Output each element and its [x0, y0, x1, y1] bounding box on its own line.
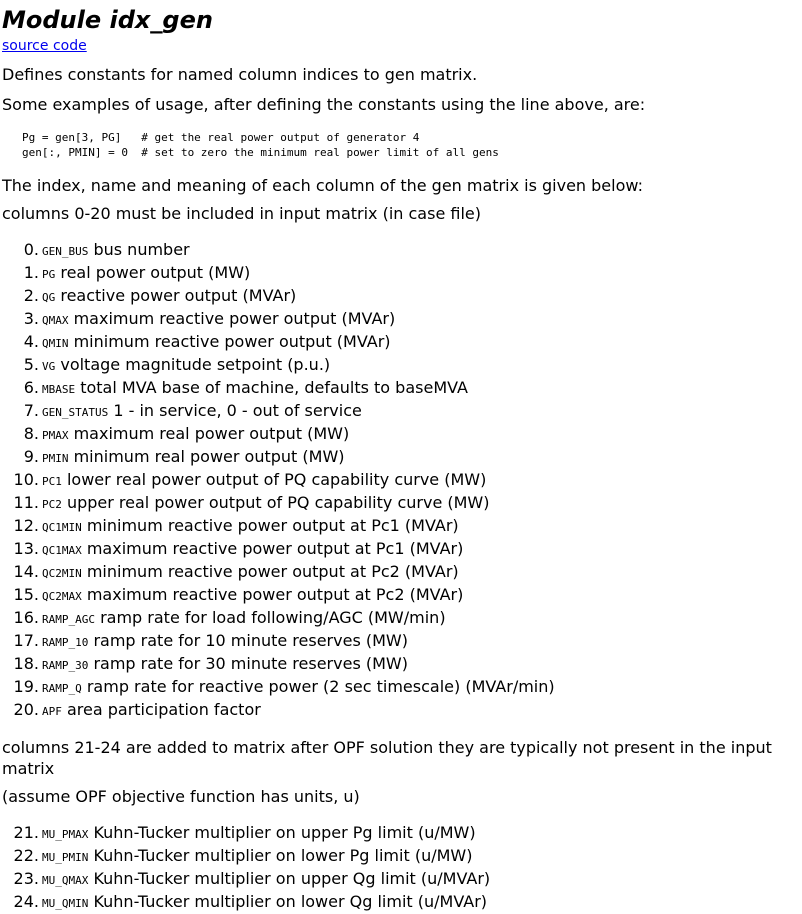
column-description: upper real power output of PQ capability curve (MW) — [66, 493, 490, 512]
column-description: ramp rate for 30 minute reserves (MW) — [93, 654, 408, 673]
column-index: 2. — [23, 286, 39, 305]
code-example: Pg = gen[3, PG] # get the real power output of generator 4 gen[:, PMIN] = 0 # set to zero the minimum real power limit of all gens — [22, 131, 499, 159]
column-index: 16. — [13, 608, 39, 627]
column-constant-name: RAMP_10 — [42, 636, 89, 649]
column-index: 8. — [23, 424, 39, 443]
column-item — [13, 699, 802, 722]
column-item — [23, 446, 802, 469]
column-index: 5. — [23, 355, 39, 374]
column-description: total MVA base of machine, defaults to baseMVA — [80, 378, 468, 397]
column-item — [13, 891, 802, 914]
column-index: 17. — [13, 631, 39, 650]
column-description: 1 - in service, 0 - out of service — [113, 401, 362, 420]
column-item — [13, 561, 802, 584]
column-description: voltage magnitude setpoint (p.u.) — [60, 355, 331, 374]
column-item — [13, 868, 802, 891]
column-constant-name: QMIN — [42, 337, 69, 350]
opf-columns-note: columns 21-24 are added to matrix after OPF solution they are typically not present in the input matrix — [2, 738, 772, 778]
column-constant-name: PC2 — [42, 498, 62, 511]
column-constant-name: PMIN — [42, 452, 69, 465]
column-description: area participation factor — [66, 700, 261, 719]
column-index: 13. — [13, 539, 39, 558]
column-item — [13, 492, 802, 515]
column-description: Kuhn-Tucker multiplier on upper Pg limit (u/MW) — [93, 823, 476, 842]
column-index: 12. — [13, 516, 39, 535]
required-columns-note: columns 0-20 must be included in input matrix (in case file) — [2, 204, 481, 223]
column-item — [23, 423, 802, 446]
column-item — [23, 377, 802, 400]
column-index: 11. — [13, 493, 39, 512]
column-constant-name: PG — [42, 268, 56, 281]
column-index: 20. — [13, 700, 39, 719]
column-description: reactive power output (MVAr) — [60, 286, 297, 305]
source-code-link[interactable]: source code — [2, 38, 87, 54]
column-item — [23, 331, 802, 354]
column-index: 1. — [23, 263, 39, 282]
index-intro: The index, name and meaning of each column of the gen matrix is given below: — [2, 176, 643, 195]
column-description: Kuhn-Tucker multiplier on upper Qg limit (u/MVAr) — [93, 869, 491, 888]
column-description: maximum real power output (MW) — [73, 424, 350, 443]
column-item — [13, 515, 802, 538]
column-item — [23, 308, 802, 331]
column-item — [13, 676, 802, 699]
column-item — [23, 354, 802, 377]
column-item — [13, 469, 802, 492]
column-item — [13, 845, 802, 868]
column-item — [23, 285, 802, 308]
column-description: ramp rate for load following/AGC (MW/min) — [100, 608, 446, 627]
column-index: 6. — [23, 378, 39, 397]
column-index: 10. — [13, 470, 39, 489]
column-index: 18. — [13, 654, 39, 673]
column-description: minimum reactive power output at Pc1 (MVAr) — [86, 516, 459, 535]
column-description: bus number — [93, 240, 190, 259]
column-constant-name: RAMP_AGC — [42, 613, 95, 626]
column-description: minimum reactive power output at Pc2 (MVAr) — [86, 562, 459, 581]
column-constant-name: QC2MAX — [42, 590, 82, 603]
column-index: 19. — [13, 677, 39, 696]
column-index: 15. — [13, 585, 39, 604]
usage-intro: Some examples of usage, after defining the constants using the line above, are: — [2, 95, 646, 114]
column-constant-name: QMAX — [42, 314, 69, 327]
column-index: 24. — [13, 892, 39, 911]
column-item — [13, 822, 802, 845]
column-index: 22. — [13, 846, 39, 865]
column-constant-name: PMAX — [42, 429, 69, 442]
column-constant-name: QC2MIN — [42, 567, 82, 580]
column-item — [13, 538, 802, 561]
column-index: 23. — [13, 869, 39, 888]
column-description: lower real power output of PQ capability curve (MW) — [66, 470, 487, 489]
column-constant-name: MU_PMIN — [42, 851, 89, 864]
column-item — [23, 239, 802, 262]
column-item — [13, 653, 802, 676]
required-columns-list — [2, 239, 802, 722]
column-index: 9. — [23, 447, 39, 466]
column-description: minimum reactive power output (MVAr) — [73, 332, 391, 351]
column-constant-name: MU_QMIN — [42, 897, 89, 910]
page-title: Module idx_gen — [2, 6, 213, 34]
column-constant-name: GEN_STATUS — [42, 406, 109, 419]
column-constant-name: QC1MAX — [42, 544, 82, 557]
module-description: Defines constants for named column indices to gen matrix. — [2, 65, 478, 84]
column-index: 4. — [23, 332, 39, 351]
column-constant-name: GEN_BUS — [42, 245, 89, 258]
opf-units-note: (assume OPF objective function has units, u) — [2, 787, 360, 806]
column-description: maximum reactive power output at Pc2 (MVAr) — [86, 585, 464, 604]
column-constant-name: RAMP_Q — [42, 682, 82, 695]
column-constant-name: MBASE — [42, 383, 76, 396]
column-description: ramp rate for 10 minute reserves (MW) — [93, 631, 408, 650]
column-description: real power output (MW) — [60, 263, 251, 282]
column-description: minimum real power output (MW) — [73, 447, 345, 466]
column-item — [13, 607, 802, 630]
column-index: 14. — [13, 562, 39, 581]
column-index: 0. — [23, 240, 39, 259]
column-item — [13, 584, 802, 607]
column-description: maximum reactive power output at Pc1 (MVAr) — [86, 539, 464, 558]
column-constant-name: QC1MIN — [42, 521, 82, 534]
column-description: ramp rate for reactive power (2 sec timescale) (MVAr/min) — [86, 677, 555, 696]
column-description: Kuhn-Tucker multiplier on lower Qg limit (u/MVAr) — [93, 892, 488, 911]
column-constant-name: MU_QMAX — [42, 874, 89, 887]
column-constant-name: PC1 — [42, 475, 62, 488]
column-item — [23, 400, 802, 423]
column-constant-name: MU_PMAX — [42, 828, 89, 841]
column-item — [13, 630, 802, 653]
column-index: 3. — [23, 309, 39, 328]
column-constant-name: RAMP_30 — [42, 659, 89, 672]
column-item — [23, 262, 802, 285]
column-description: maximum reactive power output (MVAr) — [73, 309, 396, 328]
column-description: Kuhn-Tucker multiplier on lower Pg limit (u/MW) — [93, 846, 473, 865]
column-constant-name: VG — [42, 360, 56, 373]
opf-columns-list — [2, 822, 802, 914]
column-index: 7. — [23, 401, 39, 420]
column-constant-name: QG — [42, 291, 56, 304]
column-constant-name: APF — [42, 705, 62, 718]
column-index: 21. — [13, 823, 39, 842]
